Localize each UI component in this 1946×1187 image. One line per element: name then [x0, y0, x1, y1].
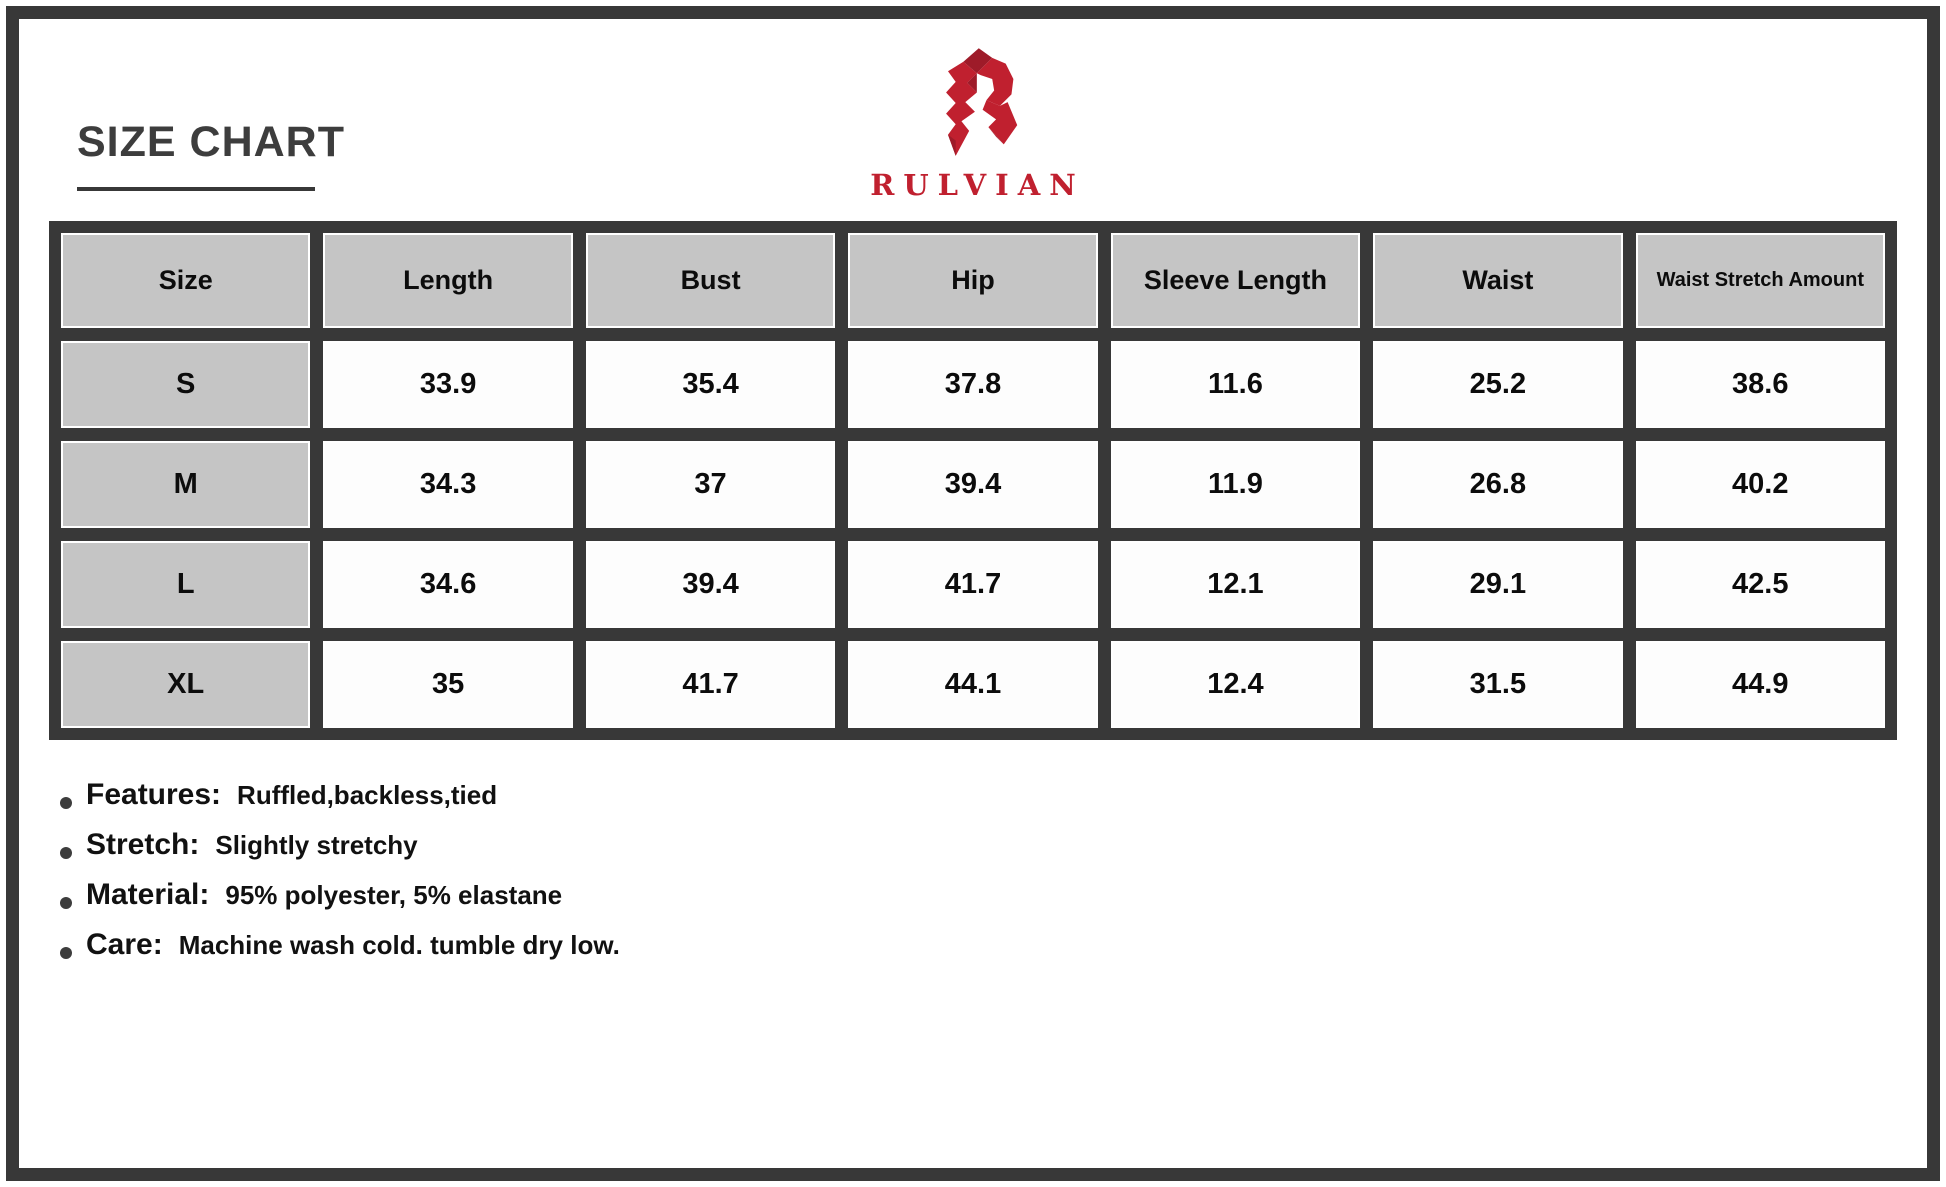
value-cell: 31.5	[1373, 641, 1622, 728]
value-cell: 12.1	[1111, 541, 1360, 628]
brand-name: RULVIAN	[870, 168, 1085, 202]
size-cell: L	[61, 541, 310, 628]
value-cell: 37	[586, 441, 835, 528]
value-cell: 26.8	[1373, 441, 1622, 528]
value-cell: 41.7	[848, 541, 1097, 628]
size-cell: XL	[61, 641, 310, 728]
value-cell: 33.9	[323, 341, 572, 428]
detail-label: Care:	[86, 928, 163, 961]
value-cell: 42.5	[1636, 541, 1885, 628]
header-length: Length	[323, 233, 572, 328]
value-cell: 25.2	[1373, 341, 1622, 428]
bullet-icon	[60, 897, 72, 909]
value-cell: 35.4	[586, 341, 835, 428]
value-cell: 11.9	[1111, 441, 1360, 528]
value-cell: 44.1	[848, 641, 1097, 728]
list-item	[60, 878, 620, 928]
value-cell: 35	[323, 641, 572, 728]
detail-label: Features:	[86, 778, 222, 811]
bullet-icon	[60, 947, 72, 959]
value-cell: 11.6	[1111, 341, 1360, 428]
detail-label: Stretch:	[86, 828, 200, 861]
detail-value: Slightly stretchy	[215, 830, 418, 860]
value-cell: 29.1	[1373, 541, 1622, 628]
value-cell: 44.9	[1636, 641, 1885, 728]
detail-value: 95% polyester, 5% elastane	[225, 880, 563, 910]
value-cell: 12.4	[1111, 641, 1360, 728]
detail-value: Ruffled,backless,tied	[237, 780, 498, 810]
page-title: SIZE CHART	[77, 118, 345, 166]
header-sleeve-length: Sleeve Length	[1111, 233, 1360, 328]
list-item	[60, 778, 620, 828]
size-cell: M	[61, 441, 310, 528]
value-cell: 34.3	[323, 441, 572, 528]
detail-label: Material:	[86, 878, 210, 911]
value-cell: 39.4	[848, 441, 1097, 528]
size-chart-table	[49, 221, 1897, 740]
header-bust: Bust	[586, 233, 835, 328]
angular-letter-r-emblem-icon	[923, 48, 1023, 160]
value-cell: 38.6	[1636, 341, 1885, 428]
value-cell: 34.6	[323, 541, 572, 628]
header-size: Size	[61, 233, 310, 328]
size-cell: S	[61, 341, 310, 428]
header-waist: Waist	[1373, 233, 1622, 328]
list-item	[60, 828, 620, 878]
header-waist-stretch-amount: Waist Stretch Amount	[1636, 233, 1885, 328]
title-underline	[77, 187, 315, 191]
value-cell: 41.7	[586, 641, 835, 728]
product-details-list	[60, 778, 620, 978]
list-item	[60, 928, 620, 978]
bullet-icon	[60, 797, 72, 809]
header-hip: Hip	[848, 233, 1097, 328]
value-cell: 40.2	[1636, 441, 1885, 528]
bullet-icon	[60, 847, 72, 859]
detail-value: Machine wash cold. tumble dry low.	[178, 930, 620, 960]
value-cell: 39.4	[586, 541, 835, 628]
brand-logo	[813, 48, 1133, 202]
value-cell: 37.8	[848, 341, 1097, 428]
